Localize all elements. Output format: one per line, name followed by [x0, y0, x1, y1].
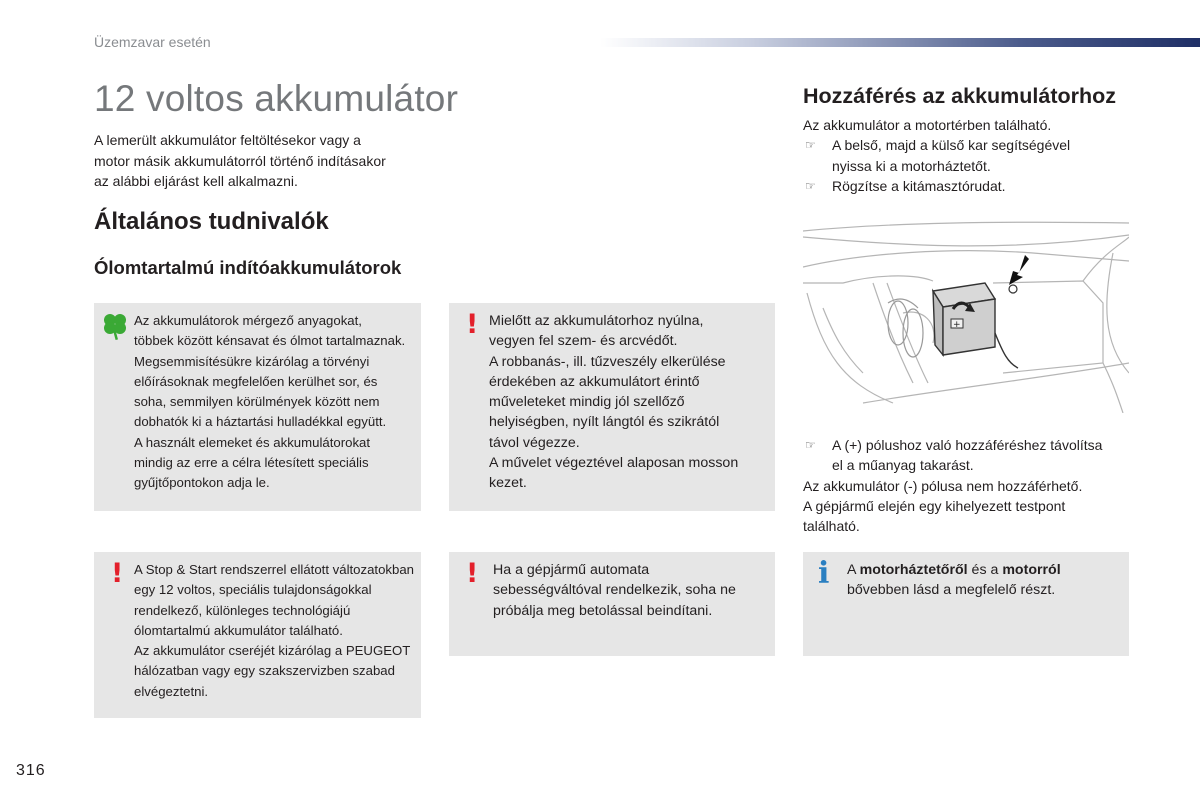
battery-positive-mark: + [953, 320, 961, 330]
intro-line: az alábbi eljárást kell alkalmazni. [94, 173, 298, 189]
terminal-step [803, 435, 1133, 476]
header-gradient-bar [600, 38, 1200, 47]
access-step [803, 176, 1133, 196]
safety-warning-line: érdekében az akkumulátort érintő [489, 373, 700, 390]
gearbox-warning-line: próbálja meg betolással beindítani. [493, 602, 713, 619]
safety-warning-box [449, 303, 775, 511]
recycling-note-line: előírásoknak megfelelően kerülhet sor, és [134, 373, 378, 389]
access-line: Az akkumulátor a motortérben található. [803, 117, 1052, 133]
recycling-note-line: soha, semmilyen körülmények között nem [134, 394, 380, 410]
section-label: Üzemzavar esetén [94, 34, 211, 50]
clover-icon [102, 311, 128, 341]
page-title: 12 voltos akkumulátor [94, 78, 459, 119]
info-line: bővebben lásd a megfelelő részt. [847, 582, 1056, 599]
terminal-line: található. [803, 518, 860, 535]
pointing-hand-icon: ☞ [805, 438, 816, 452]
info-box [803, 552, 1129, 656]
engine-bay-illustration [803, 213, 1129, 413]
recycling-note-line: többek között kénsavat és ólmot tartalmaznak. [134, 333, 406, 349]
access-step-text: A belső, majd a külső kar segítségével [832, 137, 1071, 154]
terminal-instructions [803, 435, 1133, 536]
safety-warning-line: A művelet végeztével alaposan mosson [489, 455, 739, 472]
access-step-text: nyissa ki a motorháztetőt. [832, 157, 991, 174]
access-step-text: Rögzítse a kitámasztórudat. [832, 177, 1006, 194]
recycling-note-line: A használt elemeket és akkumulátorokat [134, 434, 371, 450]
recycling-note-box [94, 303, 421, 511]
gearbox-warning-line: Ha a gépjármű automata [493, 562, 650, 578]
pointing-hand-icon: ☞ [805, 138, 816, 153]
stop-start-line: rendelkező, különleges technológiájú [134, 602, 351, 618]
terminal-line: Az akkumulátor (-) pólusa nem hozzáférhető. [803, 477, 1083, 494]
stop-start-line: egy 12 voltos, speciális tulajdonságokkal [134, 582, 372, 598]
pointing-hand-icon: ☞ [805, 178, 816, 193]
info-link-bonnet: motorháztetőről [859, 562, 968, 578]
stop-start-warning-box [94, 552, 421, 718]
access-heading: Hozzáférés az akkumulátorhoz [803, 84, 1117, 108]
stop-start-line: hálózatban vagy egy szakszervizben szabad [134, 663, 395, 679]
general-heading: Általános tudnivalók [94, 208, 329, 235]
automatic-gearbox-warning-box [449, 552, 775, 656]
recycling-note-line: dobhatók ki a háztartási hulladékkal együtt. [134, 414, 387, 430]
safety-warning-line: A robbanás-, ill. tűzveszély elkerülése [489, 353, 726, 370]
recycling-note-line: mindig az erre a célra létesített speciális [134, 455, 369, 471]
info-icon: i [818, 556, 830, 591]
info-link-engine: motorról [1002, 562, 1061, 578]
stop-start-line: A Stop & Start rendszerrel ellátott változatokban [134, 562, 415, 577]
gearbox-warning-line: sebességváltóval rendelkezik, soha ne [493, 582, 736, 599]
terminal-step-text: el a műanyag takarást. [832, 457, 974, 474]
exclamation-icon: ! [111, 558, 124, 589]
intro-line: A lemerült akkumulátor feltöltésekor vagy a [94, 132, 361, 148]
terminal-step-text: A (+) pólushoz való hozzáféréshez távolítsa [832, 437, 1103, 453]
intro-line: motor másik akkumulátorról történő indításakor [94, 152, 386, 169]
access-instructions [803, 115, 1133, 196]
safety-warning-line: távol végezze. [489, 434, 580, 451]
safety-warning-line: Mielőtt az akkumulátorhoz nyúlna, [489, 313, 704, 329]
exclamation-icon: ! [466, 309, 479, 340]
exclamation-icon: ! [466, 558, 479, 589]
stop-start-line: elvégeztetni. [134, 683, 209, 699]
safety-warning-line: helyiségben, nyílt lángtól és szikrától [489, 414, 720, 431]
stop-start-line: ólomtartalmú akkumulátor található. [134, 622, 343, 638]
lead-battery-heading: Ólomtartalmú indítóakkumulátorok [94, 257, 402, 278]
recycling-note-line: gyűjtőpontokon adja le. [134, 475, 270, 491]
stop-start-line: Az akkumulátor cseréjét kizárólag a PEUGEOT [134, 643, 411, 659]
recycling-note-line: Megsemmisítésükre kizárólag a törvényi [134, 353, 370, 369]
page-number: 316 [16, 762, 46, 779]
access-step [803, 135, 1133, 176]
info-line: A motorháztetőről és a motorról [847, 562, 1061, 578]
terminal-line: A gépjármű elején egy kihelyezett testpont [803, 497, 1066, 514]
safety-warning-line: vegyen fel szem- és arcvédőt. [489, 333, 678, 350]
recycling-note-line: Az akkumulátorok mérgező anyagokat, [134, 313, 362, 328]
safety-warning-line: műveleteket mindig jól szellőző [489, 394, 685, 411]
safety-warning-line: kezet. [489, 475, 527, 492]
intro-paragraph [94, 130, 434, 192]
